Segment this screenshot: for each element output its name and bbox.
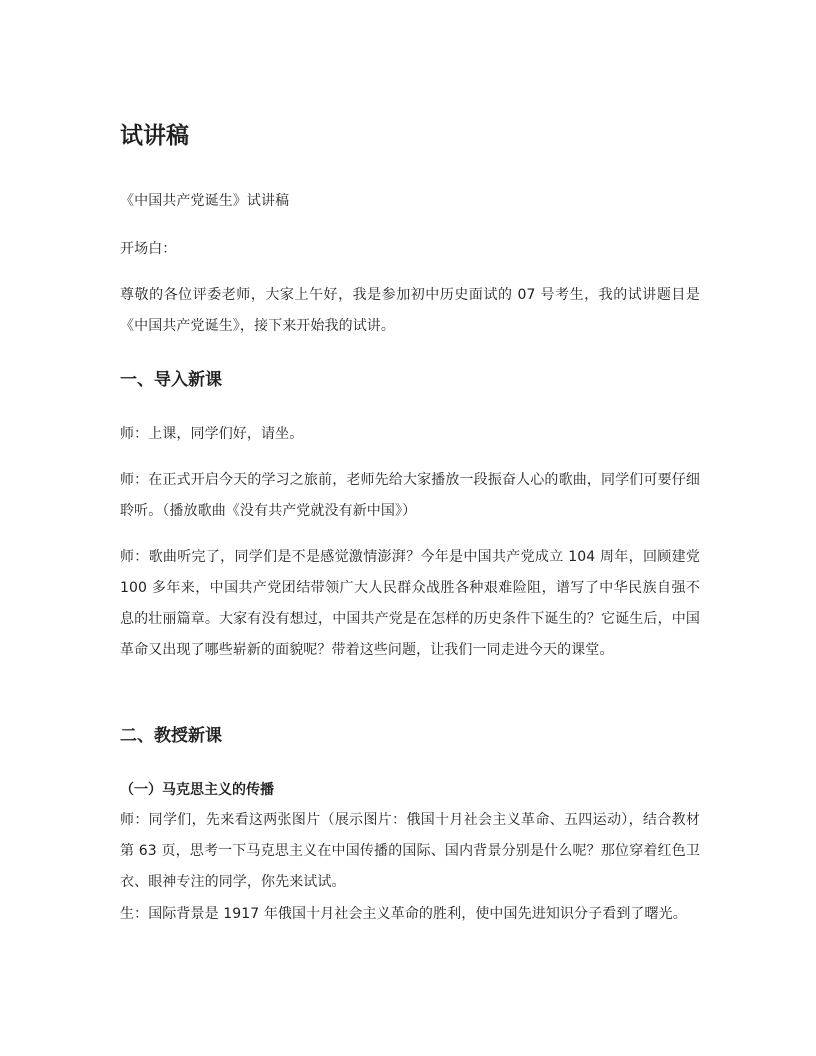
opening-label: 开场白： [120, 241, 177, 257]
subsection-heading-marxism: （一）马克思主义的传播 [120, 782, 274, 798]
section1-paragraph-3: 师：歌曲听完了，同学们是不是感觉激情澎湃？今年是中国共产党成立 104 周年，回顾建党 100 多年来，中国共产党团结带领广大人民群众战胜各种艰难险阻，谱写了中华民族自强不息的壮丽篇章。大家有没有想过，中国共产党是在怎样的历史条件下诞生的？它诞生后，中国革命又出现了哪些崭新的面貌呢？带着这些问题，让我们一同走进今天的课堂。 [120, 549, 700, 658]
document-subtitle: 《中国共产党诞生》试讲稿 [120, 193, 290, 209]
section1-paragraph-2: 师：在正式开启今天的学习之旅前，老师先给大家播放一段振奋人心的歌曲，同学们可要仔细聆听。（播放歌曲《没有共产党就没有新中国》） [120, 472, 700, 519]
document-title: 试讲稿 [120, 123, 189, 149]
opening-paragraph: 尊敬的各位评委老师，大家上午好，我是参加初中历史面试的 07 号考生，我的试讲题目是《中国共产党诞生》，接下来开始我的试讲。 [120, 287, 700, 334]
section-heading-teaching: 二、教授新课 [120, 726, 222, 746]
section-heading-introduction: 一、导入新课 [120, 370, 222, 390]
section1-paragraph-1: 师：上课，同学们好，请坐。 [120, 426, 304, 442]
section2-paragraph-1: 师：同学们，先来看这两张图片（展示图片：俄国十月社会主义革命、五四运动），结合教材第 63 页，思考一下马克思主义在中国传播的国际、国内背景分别是什么呢？那位穿着红色卫衣、眼神专注的同学，你先来试试。 [120, 812, 700, 890]
section2-paragraph-2: 生：国际背景是 1917 年俄国十月社会主义革命的胜利，使中国先进知识分子看到了曙光。 [120, 906, 687, 922]
